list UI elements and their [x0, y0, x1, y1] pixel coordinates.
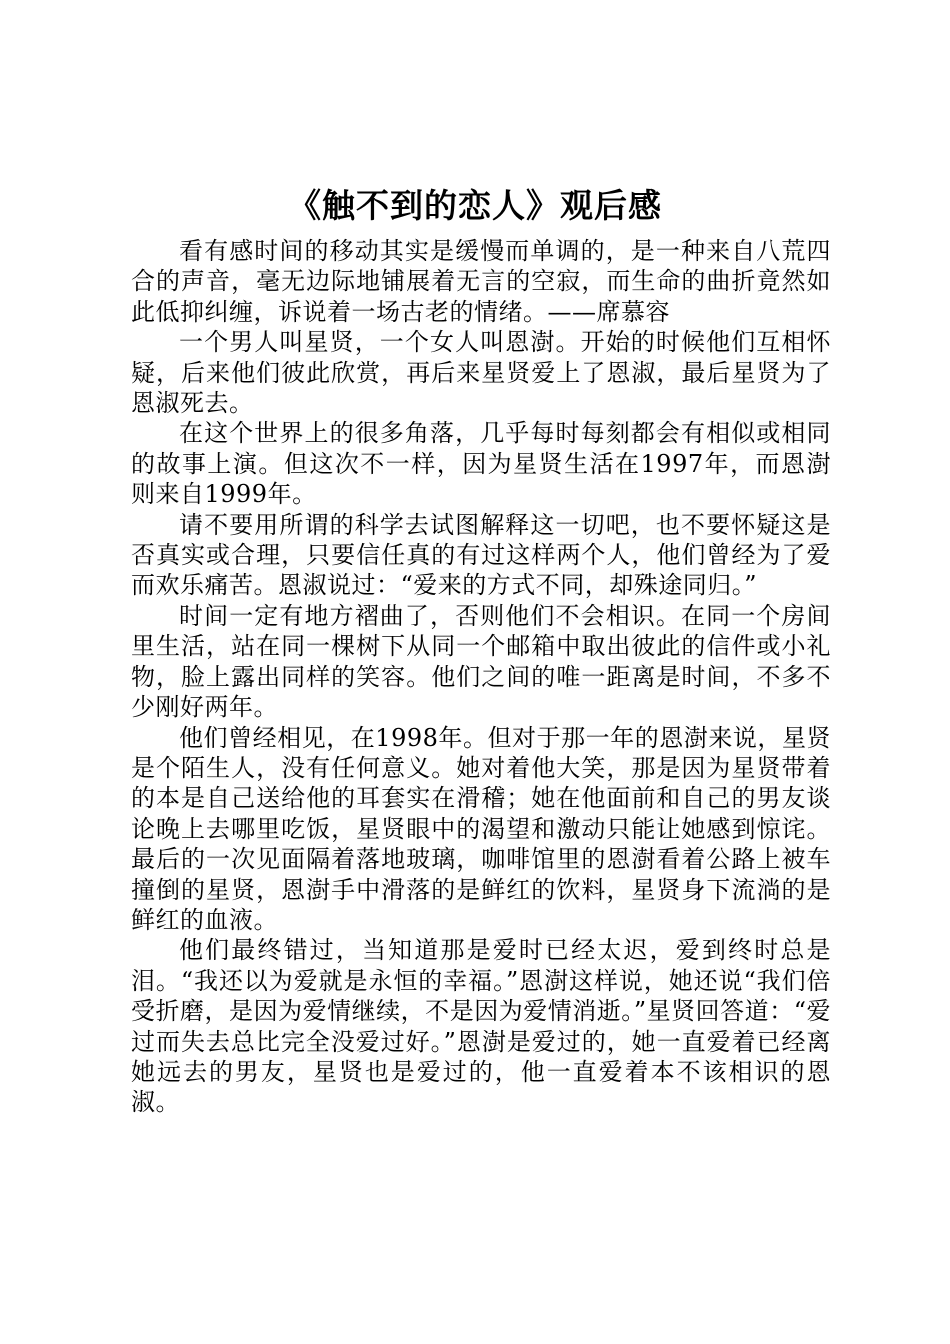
paragraph-3: 在这个世界上的很多角落，几乎每时每刻都会有相似或相同的故事上演。但这次不一样，因为星贤生活在1997年，而恩澍则来自1999年。	[131, 419, 831, 509]
paragraph-1: 看有感时间的移动其实是缓慢而单调的，是一种来自八荒四合的声音，毫无边际地铺展着无言的空寂，而生命的曲折竟然如此低抑纠缠，诉说着一场古老的情绪。——席慕容	[131, 237, 831, 326]
paragraph-7: 他们最终错过，当知道那是爱时已经太迟，爱到终时总是泪。“我还以为爱就是永恒的幸福。”恩澍这样说，她还说“我们倍受折磨，是因为爱情继续，不是因为爱情消逝。”星贤回答道：“爱过而失去总比完全没爱过好。”恩澍是爱过的，她一直爱着已经离她远去的男友，星贤也是爱过的，他一直爱着本不该相识的恩淑。	[131, 936, 831, 1117]
paragraph-4: 请不要用所谓的科学去试图解释这一切吧，也不要怀疑这是否真实或合理，只要信任真的有过这样两个人，他们曾经为了爱而欢乐痛苦。恩淑说过：“爱来的方式不同，却殊途同归。”	[131, 510, 831, 600]
paragraph-6: 他们曾经相见，在1998年。但对于那一年的恩澍来说，星贤是个陌生人，没有任何意义。她对着他大笑，那是因为星贤带着的本是自己送给他的耳套实在滑稽；她在他面前和自己的男友谈论晚上去哪里吃饭，星贤眼中的渴望和激动只能让她感到惊诧。最后的一次见面隔着落地玻璃，咖啡馆里的恩澍看着公路上被车撞倒的星贤，恩澍手中滑落的是鲜红的饮料，星贤身下流淌的是鲜红的血液。	[131, 723, 831, 934]
document-body	[131, 236, 831, 1118]
document-title: 《触不到的恋人》观后感	[288, 186, 662, 225]
paragraph-2: 一个男人叫星贤，一个女人叫恩澍。开始的时候他们互相怀疑，后来他们彼此欣赏，再后来星贤爱上了恩淑，最后星贤为了恩淑死去。	[131, 328, 831, 418]
paragraph-5: 时间一定有地方褶曲了，否则他们不会相识。在同一个房间里生活，站在同一棵树下从同一个邮箱中取出彼此的信件或小礼物，脸上露出同样的笑容。他们之间的唯一距离是时间，不多不少刚好两年。	[131, 601, 831, 722]
